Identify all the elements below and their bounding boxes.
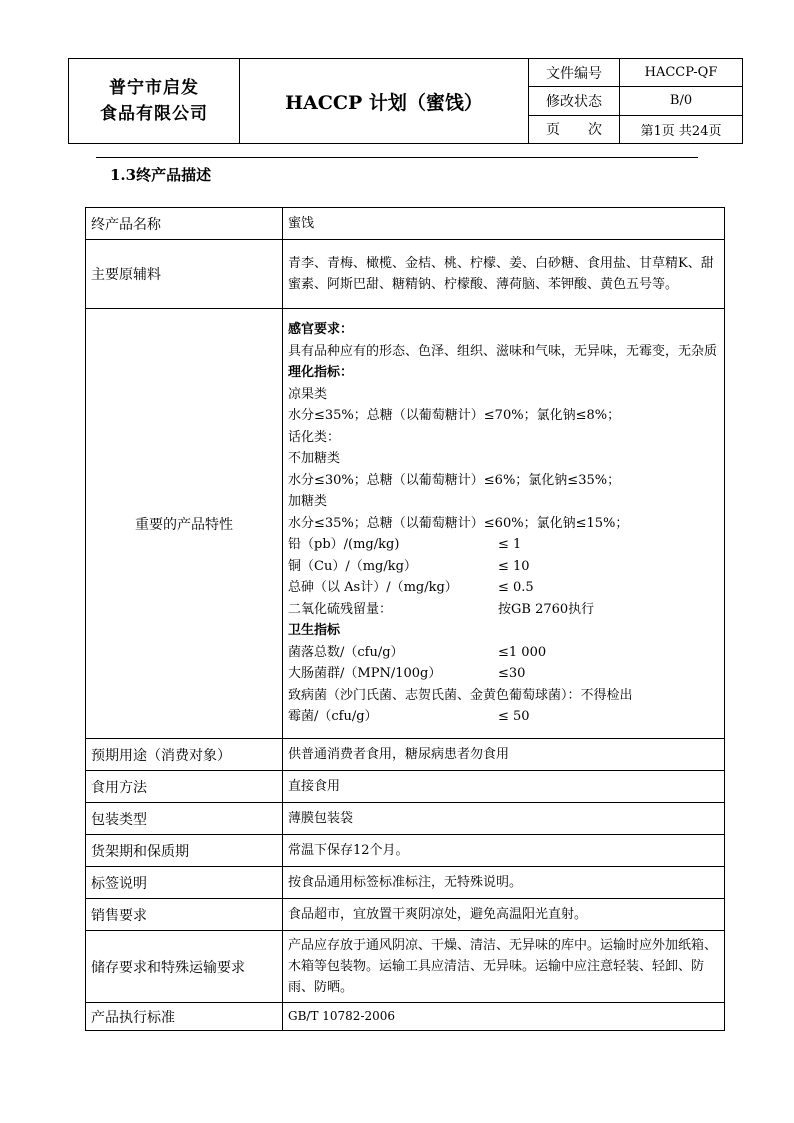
ingredients-value: 青李、青梅、橄榄、金桔、桃、柠檬、姜、白砂糖、食用盐、甘草精K、甜蜜素、阿斯巴甜、糖精钠、柠檬酸、薄荷脑、苯钾酸、黄色五号等。: [283, 240, 725, 309]
coliform-value: ≤30: [498, 666, 526, 682]
pathogen-text: 致病菌（沙门氏菌、志贺氏菌、金黄色葡萄球菌）：不得检出: [288, 687, 633, 703]
doc-no-label: 文件编号: [529, 59, 620, 87]
no-sugar-title: 不加糖类: [288, 451, 341, 467]
table-row: [86, 771, 725, 803]
document-header: [68, 58, 743, 144]
product-name-label: 终产品名称: [86, 208, 283, 240]
lead-label: 铅（pb）/(mg/kg): [288, 537, 400, 553]
standard-value: GB/T 10782-2006: [283, 1003, 725, 1031]
storage-value: 产品应存放于通风阴凉、干燥、清洁、无异味的库中。运输时应外加纸箱、木箱等包装物。运输工具应清洁、无异味。运输中应注意轻装、轻卸、防雨、防晒。: [283, 931, 725, 1003]
characteristics-spec: [283, 309, 725, 739]
sugar-spec: 水分≤35%；总糖（以葡萄糖计）≤60%；氯化钠≤15%；: [288, 515, 629, 531]
copper-value: ≤ 10: [498, 558, 530, 574]
company-name: [69, 59, 240, 144]
header-divider: [96, 157, 698, 158]
mold-value: ≤ 50: [498, 709, 530, 725]
cold-fruit-title: 凉果类: [288, 386, 328, 402]
storage-label: 储存要求和特殊运输要求: [86, 931, 283, 1003]
usage-value: 直接食用: [283, 771, 725, 803]
table-row: [86, 803, 725, 835]
coliform-label: 大肠菌群/（MPN/100g）: [288, 666, 442, 682]
usage-label: 食用方法: [86, 771, 283, 803]
table-row: [86, 208, 725, 240]
table-row: [86, 899, 725, 931]
doc-no-value: HACCP-QF: [620, 59, 743, 87]
intended-use-value: 供普通消费者食用，糖尿病患者勿食用: [283, 739, 725, 771]
ingredients-label: 主要原辅料: [86, 240, 283, 309]
arsenic-limit: [288, 577, 719, 599]
labeling-value: 按食品通用标签标准标注，无特殊说明。: [283, 867, 725, 899]
copper-limit: [288, 556, 719, 578]
sales-label: 销售要求: [86, 899, 283, 931]
mold-label: 霉菌/（cfu/g）: [288, 709, 378, 725]
revision-value: B/0: [620, 87, 743, 115]
hygiene-title: 卫生指标: [288, 623, 341, 639]
intended-use-label: 预期用途（消费对象）: [86, 739, 283, 771]
product-description-table: [85, 207, 725, 1031]
table-row: [86, 240, 725, 309]
coliform-limit: [288, 663, 719, 685]
cold-fruit-spec: 水分≤35%；总糖（以葡萄糖计）≤70%；氯化钠≤8%；: [288, 408, 621, 424]
section-title: 1.3终产品描述: [110, 166, 212, 184]
shelf-life-value: 常温下保存12个月。: [283, 835, 725, 867]
table-row: [86, 309, 725, 739]
revision-label: 修改状态: [529, 87, 620, 115]
so2-limit: [288, 599, 719, 621]
colony-value: ≤1 000: [498, 644, 547, 660]
colony-limit: [288, 642, 719, 664]
arsenic-label: 总砷（以 As计）/（mg/kg）: [288, 580, 458, 596]
table-row: [86, 739, 725, 771]
huahua-title: 话化类：: [288, 429, 341, 445]
table-row: [86, 835, 725, 867]
standard-label: 产品执行标准: [86, 1003, 283, 1031]
table-row: [86, 931, 725, 1003]
characteristics-label: 重要的产品特性: [86, 309, 283, 739]
packaging-value: 薄膜包装袋: [283, 803, 725, 835]
arsenic-value: ≤ 0.5: [498, 580, 534, 596]
table-row: [86, 867, 725, 899]
plan-title: HACCP 计划（蜜饯）: [240, 59, 529, 144]
sensory-title: 感官要求：: [288, 322, 354, 338]
lead-limit: [288, 534, 719, 556]
lead-value: ≤ 1: [498, 537, 522, 553]
so2-value: 按GB 2760执行: [498, 601, 595, 617]
sales-value: 食品超市，宜放置干爽阴凉处，避免高温阳光直射。: [283, 899, 725, 931]
no-sugar-spec: 水分≤30%；总糖（以葡萄糖计）≤6%；氯化钠≤35%；: [288, 472, 621, 488]
table-row: [86, 1003, 725, 1031]
company-name-line1: 普宁市启发: [109, 78, 199, 98]
copper-label: 铜（Cu）/（mg/kg）: [288, 558, 417, 574]
packaging-label: 包装类型: [86, 803, 283, 835]
physchem-title: 理化指标：: [288, 365, 354, 381]
company-name-line2: 食品有限公司: [100, 104, 208, 124]
labeling-label: 标签说明: [86, 867, 283, 899]
product-name-value: 蜜饯: [283, 208, 725, 240]
sugar-title: 加糖类: [288, 494, 328, 510]
page-value: 第1页 共24页: [620, 115, 743, 143]
so2-label: 二氧化硫残留量：: [288, 601, 393, 617]
page-label: 页 次: [529, 115, 620, 143]
shelf-life-label: 货架期和保质期: [86, 835, 283, 867]
sensory-text: 具有品种应有的形态、色泽、组织、滋味和气味，无异味，无霉变，无杂质: [288, 343, 718, 359]
colony-label: 菌落总数/（cfu/g）: [288, 644, 404, 660]
mold-limit: [288, 706, 719, 728]
